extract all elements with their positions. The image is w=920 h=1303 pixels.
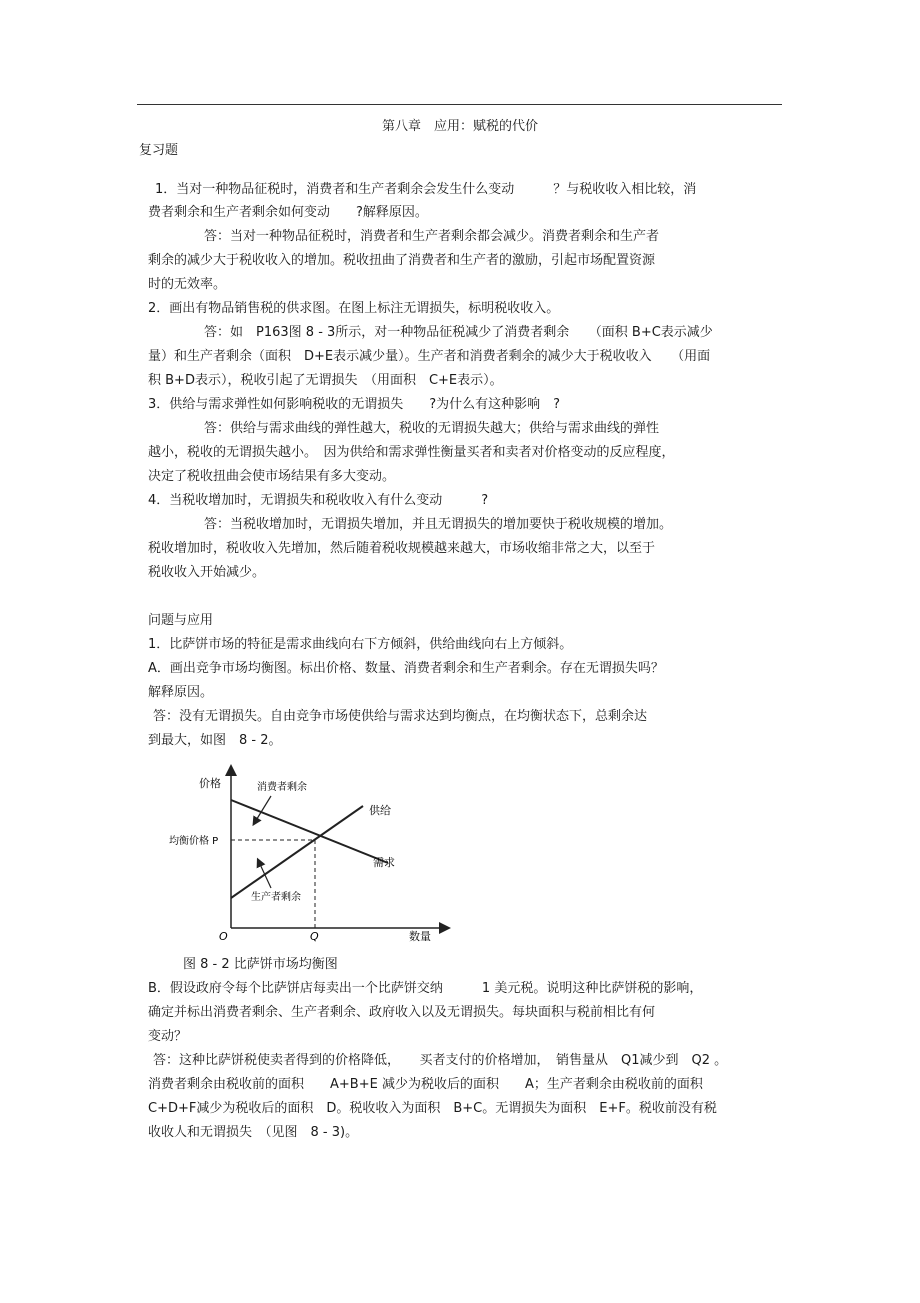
paragraph-line: 答：当对一种物品征税时，消费者和生产者剩余都会减少。消费者剩余和生产者: [204, 229, 660, 244]
section-review: 复习题: [139, 143, 179, 158]
paragraph-line: 剩余的减少大于税收收入的增加。税收扭曲了消费者和生产者的激励，引起市场配置资源: [148, 253, 656, 268]
paragraph-line: 4．当税收增加时，无谓损失和税收收入有什么变动 ?: [148, 493, 489, 508]
paragraph-line: 答：这种比萨饼税使卖者得到的价格降低， 买者支付的价格增加， 销售量从 Q1减少到 Q2 。: [153, 1053, 728, 1068]
paragraph-line: 决定了税收扭曲会使市场结果有多大变动。: [148, 469, 396, 484]
paragraph-line: 答：供给与需求曲线的弹性越大，税收的无谓损失越大；供给与需求曲线的弹性: [204, 421, 660, 436]
paragraph-line: 答：当税收增加时，无谓损失增加，并且无谓损失的增加要快于税收规模的增加。: [204, 517, 673, 532]
paragraph-line: A．画出竞争市场均衡图。标出价格、数量、消费者剩余和生产者剩余。存在无谓损失吗？: [148, 661, 664, 676]
supply-label: 供给: [369, 804, 391, 817]
paragraph-line: 量）和生产者剩余（面积 D+E表示减少量）。生产者和消费者剩余的减少大于税收收入 （用面: [148, 349, 711, 364]
paragraph-line: 3．供给与需求弹性如何影响税收的无谓损失 ?为什么有这种影响 ?: [148, 397, 561, 412]
consumer-arrow: [255, 796, 271, 822]
figure-caption: 图 8 - 2 比萨饼市场均衡图: [183, 957, 338, 972]
demand-curve: [231, 800, 388, 863]
paragraph-line: 积 B+D表示），税收引起了无谓损失 （用面积 C+E表示）。: [148, 373, 503, 388]
x-axis-label: 数量: [409, 930, 431, 943]
paragraph-line: 确定并标出消费者剩余、生产者剩余、政府收入以及无谓损失。每块面积与税前相比有何: [148, 1005, 656, 1020]
paragraph-line: 答：没有无谓损失。自由竞争市场使供给与需求达到均衡点，在均衡状态下，总剩余达: [153, 709, 648, 724]
paragraph-line: B．假设政府令每个比萨饼店每卖出一个比萨饼交纳 1 美元税。说明这种比萨饼税的影响，: [148, 981, 703, 996]
eq-price-label: 均衡价格 P: [169, 836, 219, 847]
paragraph-line: 收收人和无谓损失 （见图 8 - 3)。: [148, 1125, 359, 1140]
paragraph-line: 越小，税收的无谓损失越小。 因为供给和需求弹性衡量买者和卖者对价格变动的反应程度，: [148, 445, 675, 460]
paragraph-line: 变动？: [148, 1029, 188, 1044]
paragraph-line: 2．画出有物品销售税的供求图。在图上标注无谓损失，标明税收收入。: [148, 301, 560, 316]
paragraph-line: 答：如 P163图 8 - 3所示，对一种物品征税减少了消费者剩余 （面积 B+C表示减少: [204, 325, 713, 340]
demand-label: 需求: [373, 856, 395, 869]
paragraph-line: 到最大，如图 8 - 2。: [148, 733, 282, 748]
paragraph-line: 税收收入开始减少。: [148, 565, 266, 580]
paragraph-line: 1．当对一种物品征税时，消费者和生产者剩余会发生什么变动 ？与税收收入相比较，消: [155, 182, 697, 197]
paragraph-line: 费者剩余和生产者剩余如何变动 ?解释原因。: [148, 205, 428, 220]
paragraph-line: 解释原因。: [148, 685, 214, 700]
paragraph-line: C+D+F减少为税收后的面积 D。税收收入为面积 B+C。无谓损失为面积 E+F。税收前没有税: [148, 1101, 717, 1116]
q-label: Q: [310, 930, 319, 943]
paragraph-line: 消费者剩余由税收前的面积 A+B+E 减少为税收后的面积 A；生产者剩余由税收前的面积: [148, 1077, 703, 1092]
paragraph-line: 税收增加时，税收收入先增加，然后随着税收规模越来越大，市场收缩非常之大，以至于: [148, 541, 656, 556]
paragraph-line: 时的无效率。: [148, 277, 227, 292]
chapter-title: 第八章 应用：赋税的代价: [381, 119, 538, 134]
producer-arrow: [259, 862, 271, 888]
supply-curve: [231, 806, 363, 898]
section-problems: 问题与应用: [148, 613, 214, 628]
producer-surplus-label: 生产者剩余: [251, 892, 301, 903]
y-axis-label: 价格: [199, 777, 221, 790]
equilibrium-figure: [163, 758, 453, 943]
header-rule: [137, 104, 782, 105]
consumer-surplus-label: 消费者剩余: [257, 782, 307, 793]
origin-label: O: [219, 930, 228, 943]
paragraph-line: 1．比萨饼市场的特征是需求曲线向右下方倾斜，供给曲线向右上方倾斜。: [148, 637, 573, 652]
